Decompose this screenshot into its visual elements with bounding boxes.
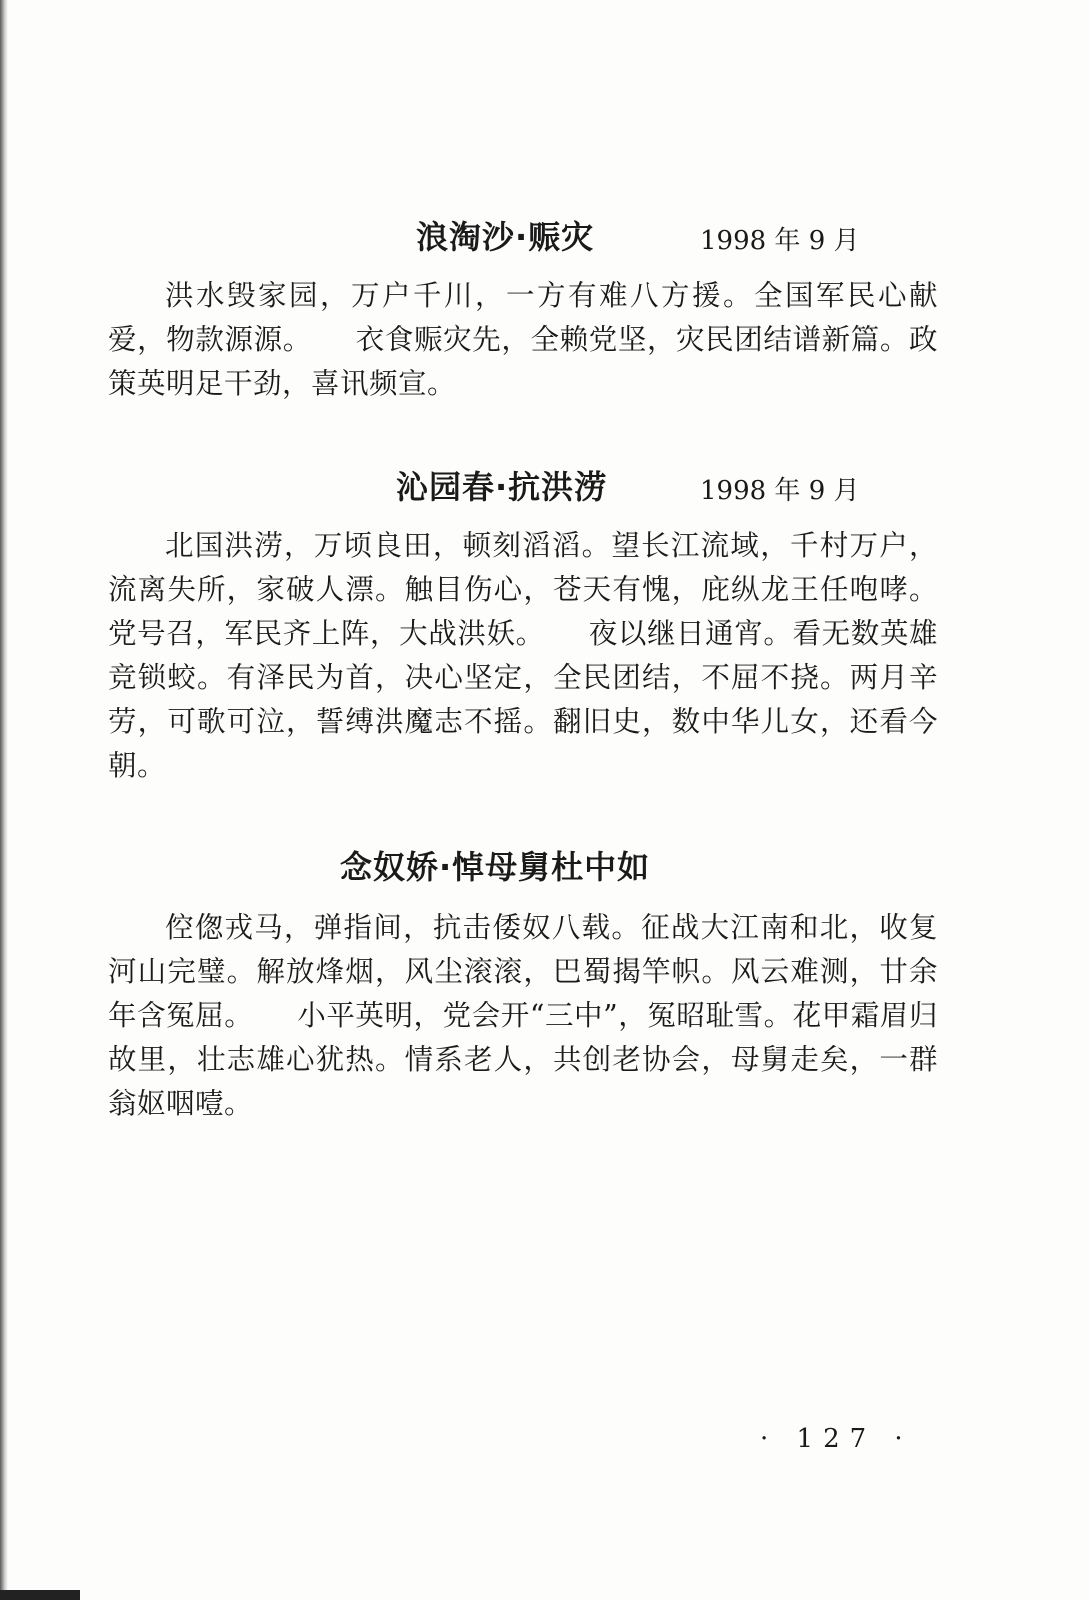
poem-body: 洪水毁家园，万户千川，一方有难八方援。全国军民心献爱，物款源源。 衣食赈灾先，全赖党坚，灾民团结谱新篇。政策英明足干劲，喜讯频宣。 [108, 279, 938, 400]
poem-title-row [108, 462, 938, 510]
scan-corner-mark [0, 1590, 80, 1600]
poem-title-row [108, 212, 938, 260]
page-binding-edge [0, 0, 8, 1600]
page-number: · 127 · [760, 1424, 913, 1454]
poem-body: 北国洪涝，万顷良田，顿刻滔滔。望长江流域，千村万户，流离失所，家破人漂。触目伤心，苍天有愧，庇纵龙王任咆哮。党号召，军民齐上阵，大战洪妖。 夜以继日通宵。看无数英雄竞锁蛟。有泽民为首，决心坚定，全民团结，不屈不挠。两月辛劳，可歌可泣，誓缚洪魔志不摇。翻旧史，数中华儿女，还看今朝。 [108, 529, 938, 782]
poem-title: 浪淘沙·赈灾 [416, 218, 595, 256]
poem-title-row [108, 842, 938, 890]
poem-2 [108, 462, 938, 788]
poem-date: 1998 年 9 月 [700, 226, 860, 256]
poem-body: 倥偬戎马，弹指间，抗击倭奴八载。征战大江南和北，收复河山完璧。解放烽烟，风尘滚滚，巴蜀揭竿帜。风云难测，廿余年含冤屈。 小平英明，党会开“三中”，冤昭耻雪。花甲霜眉归故里，壮志雄心犹热。情系老人，共创老协会，母舅走矣，一群翁妪咽噎。 [108, 911, 938, 1120]
poem-title: 念奴娇·悼母舅杜中如 [340, 848, 651, 886]
poem-date: 1998 年 9 月 [700, 476, 860, 506]
poem-3 [108, 842, 938, 1126]
poem-1 [108, 212, 938, 406]
poem-title: 沁园春·抗洪涝 [396, 468, 608, 506]
